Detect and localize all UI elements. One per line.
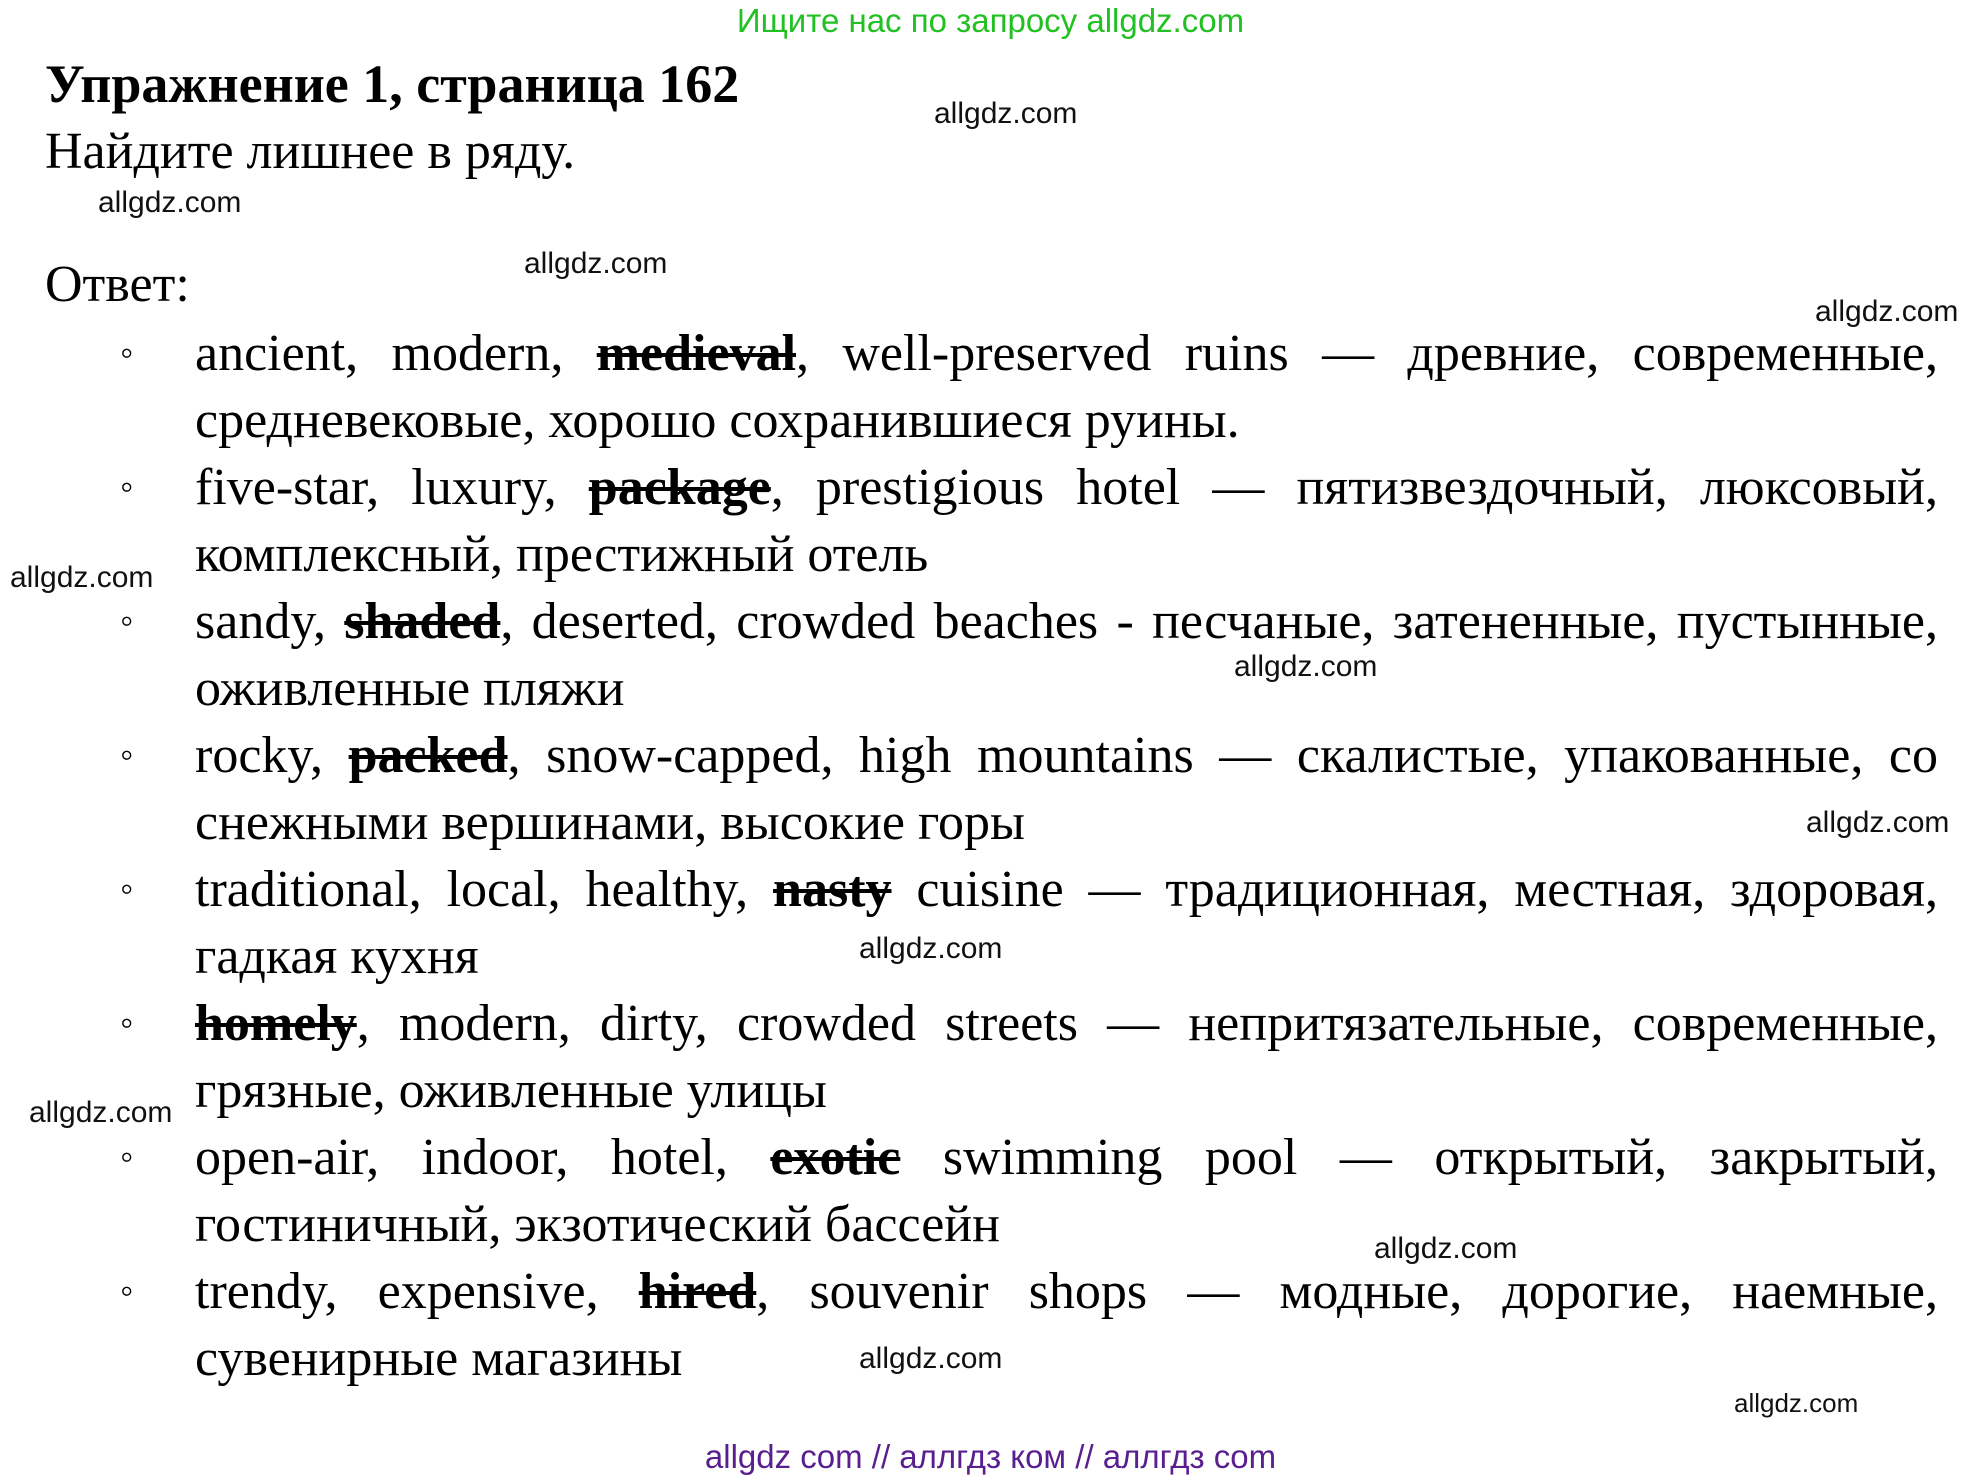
bullet-icon: ◦ (120, 1002, 134, 1044)
watermark: allgdz.com (1734, 1388, 1859, 1418)
answer-item (120, 856, 1938, 990)
answer-item (120, 990, 1938, 1124)
bullet-icon: ◦ (120, 868, 134, 910)
struck-word: homely (195, 995, 357, 1052)
answer-item (120, 320, 1938, 454)
watermark: allgdz.com (1234, 650, 1378, 683)
watermark: allgdz.com (1374, 1232, 1518, 1265)
exercise-instruction: Найдите лишнее в ряду. (45, 123, 576, 180)
watermark: allgdz.com (859, 1342, 1003, 1375)
watermark: allgdz.com (524, 247, 668, 280)
bottom-banner: allgdz com // аллгдз ком // аллгдз com (704, 1438, 1277, 1475)
item-text-after: , well-preserved ruins — древние, современные, средневековые, хорошо сохранившиеся руины. (195, 325, 1938, 449)
watermark: allgdz.com (859, 932, 1003, 965)
answer-item (120, 1124, 1938, 1258)
watermark: allgdz.com (10, 561, 154, 594)
bullet-icon: ◦ (120, 600, 134, 642)
item-text-after: , prestigious hotel — пятизвездочный, люксовый, комплексный, престижный отель (195, 459, 1938, 583)
struck-word: packed (348, 727, 508, 784)
struck-word: shaded (344, 593, 501, 650)
bullet-icon: ◦ (120, 734, 134, 776)
answer-item (120, 588, 1938, 722)
answer-item (120, 1258, 1938, 1392)
struck-word: hired (638, 1263, 757, 1320)
watermark: allgdz.com (1815, 295, 1959, 328)
answer-list (120, 320, 1938, 1392)
item-text-before: traditional, local, healthy, (195, 861, 774, 918)
item-text-after: cuisine — традиционная, местная, здоровая, гадкая кухня (195, 861, 1938, 985)
item-text-after: , snow-capped, high mountains — скалистые, упакованные, со снежными вершинами, высокие горы (195, 727, 1938, 851)
answer-label: Ответ: (45, 256, 190, 313)
item-text-after: , modern, dirty, crowded streets — непритязательные, современные, грязные, оживленные улицы (195, 995, 1938, 1119)
struck-word: package (588, 459, 771, 516)
item-text-before: sandy, (195, 593, 345, 650)
watermark: allgdz.com (29, 1096, 173, 1129)
watermark: allgdz.com (934, 97, 1078, 130)
bullet-icon: ◦ (120, 332, 134, 374)
struck-word: nasty (773, 861, 892, 918)
exercise-title: Упражнение 1, страница 162 (45, 54, 740, 114)
top-banner: Ищите нас по запросу allgdz.com (736, 2, 1245, 39)
item-text-after: , deserted, crowded beaches - песчаные, затененные, пустынные, оживленные пляжи (195, 593, 1938, 717)
item-text-before: rocky, (195, 727, 349, 784)
watermark: allgdz.com (1806, 806, 1950, 839)
item-text-after: , souvenir shops — модные, дорогие, наемные, сувенирные магазины (195, 1263, 1939, 1387)
item-text-before: trendy, expensive, (195, 1263, 639, 1320)
item-text-before: ancient, modern, (195, 325, 597, 382)
struck-word: medieval (596, 325, 797, 382)
struck-word: exotic (770, 1129, 901, 1186)
bullet-icon: ◦ (120, 466, 134, 508)
item-text-before: five-star, luxury, (195, 459, 589, 516)
bullet-icon: ◦ (120, 1270, 134, 1312)
item-text-after: swimming pool — открытый, закрытый, гостиничный, экзотический бассейн (195, 1129, 1938, 1253)
answer-item (120, 454, 1938, 588)
answer-item (120, 722, 1938, 856)
watermark: allgdz.com (98, 186, 242, 219)
bullet-icon: ◦ (120, 1136, 134, 1178)
item-text-before: open-air, indoor, hotel, (195, 1129, 771, 1186)
